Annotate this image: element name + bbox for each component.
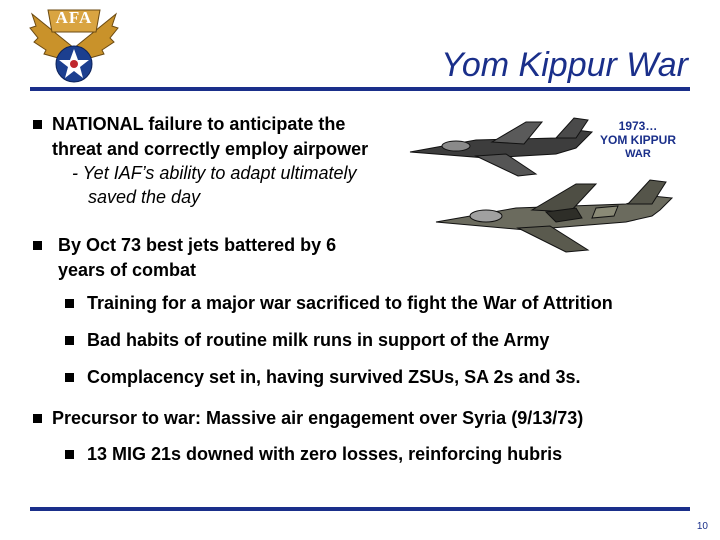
bullet-3-sub-1: 13 MIG 21s downed with zero losses, reinforcing hubris xyxy=(87,444,563,464)
footer-rule xyxy=(30,507,690,511)
bullet-1-sub-line-1: - Yet IAF’s ability to adapt ultimately xyxy=(72,163,357,183)
logo-text: AFA xyxy=(55,8,93,27)
bullet-1-line-2: threat and correctly employ airpower xyxy=(52,139,369,159)
bullet-2-line-1: By Oct 73 best jets battered by 6 xyxy=(58,235,337,255)
bullet-1-line-1: NATIONAL failure to anticipate the xyxy=(52,114,346,134)
photo-caption-war: WAR xyxy=(625,148,651,160)
page-number: 10 xyxy=(696,521,708,532)
title-rule xyxy=(30,87,690,91)
bullet-3-sub-1-marker xyxy=(65,450,74,459)
bullet-2-sub-3: Complacency set in, having survived ZSUs, SA 2s and 3s. xyxy=(87,367,581,387)
bullet-2-sub-1: Training for a major war sacrificed to fight the War of Attrition xyxy=(87,293,613,313)
slide-title: Yom Kippur War xyxy=(441,46,688,84)
bullet-3-marker xyxy=(33,414,42,423)
bullet-2-line-2: years of combat xyxy=(58,260,197,280)
bullet-3-line-1: Precursor to war: Massive air engagement over Syria (9/13/73) xyxy=(52,408,584,428)
bullet-1-sub-line-2: saved the day xyxy=(88,187,201,207)
f4-phantom-photo xyxy=(406,100,700,260)
bullet-2-sub-3-marker xyxy=(65,373,74,382)
bullet-2-sub-1-marker xyxy=(65,299,74,308)
photo-caption-year: 1973… xyxy=(618,119,658,133)
bullet-2-sub-2-marker xyxy=(65,336,74,345)
bullet-1-marker xyxy=(33,120,42,129)
bullet-2-marker xyxy=(33,241,42,250)
afa-logo xyxy=(28,4,120,90)
bullet-2-sub-2: Bad habits of routine milk runs in support of the Army xyxy=(87,330,550,350)
photo-caption-title: YOM KIPPUR xyxy=(599,133,677,147)
